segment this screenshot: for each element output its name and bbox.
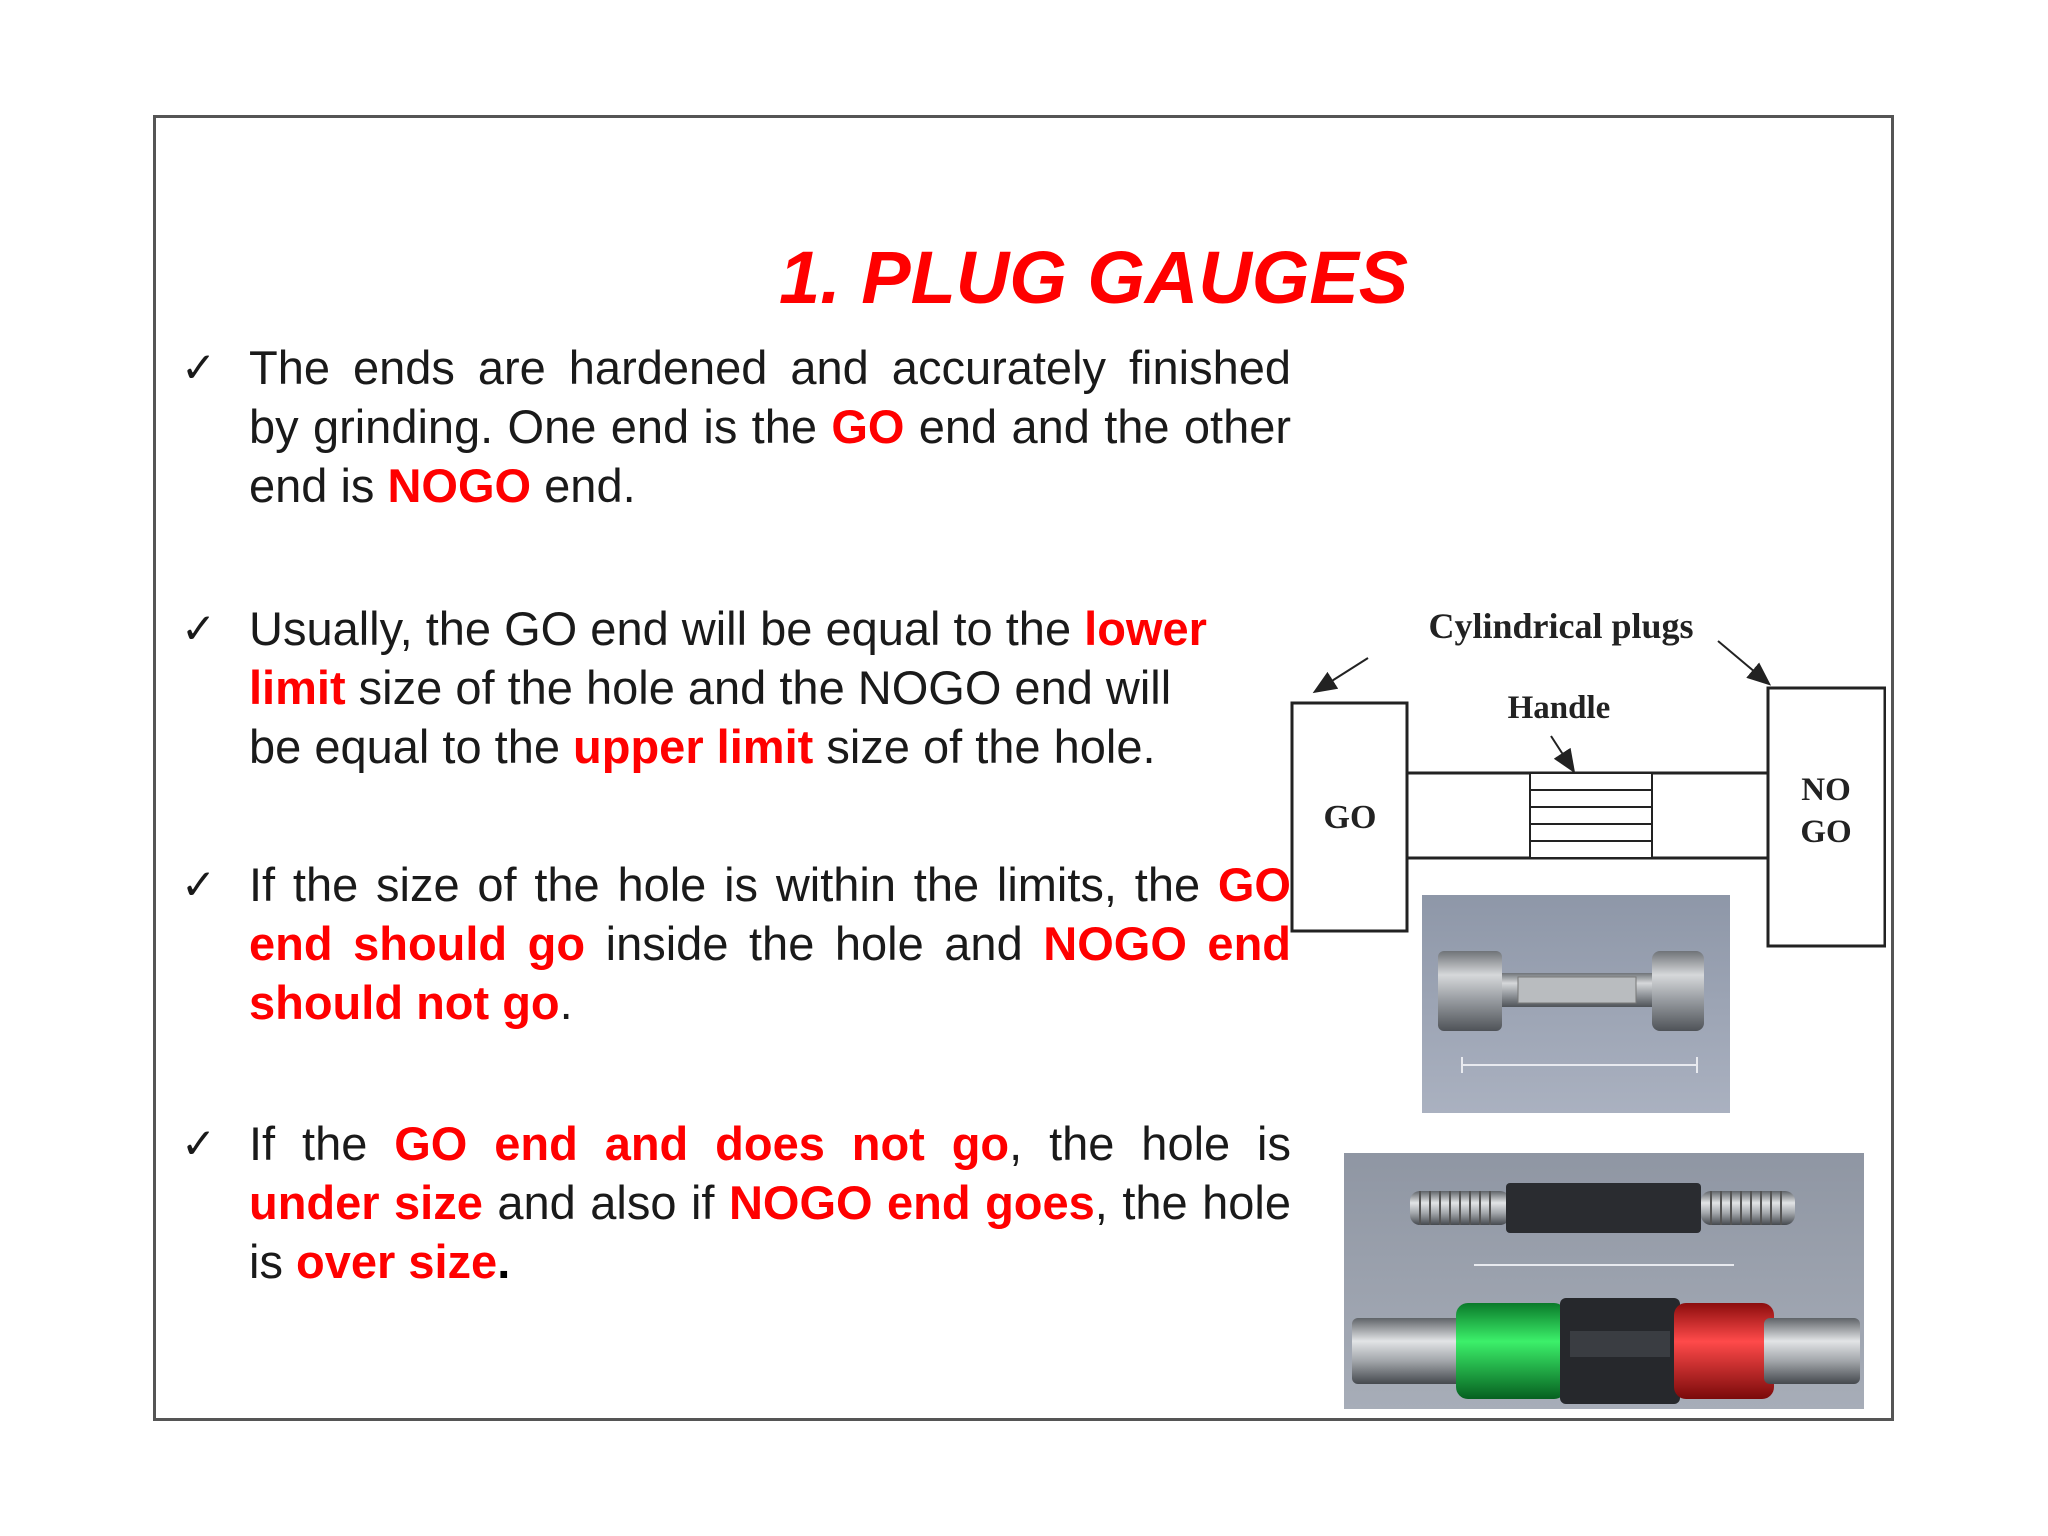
diagram-label-go: GO bbox=[1323, 799, 1377, 836]
body-text: end. bbox=[531, 459, 636, 512]
check-icon: ✓ bbox=[181, 1120, 217, 1167]
diagram-label-handle: Handle bbox=[1507, 690, 1611, 726]
highlight-text: NOGO end goes bbox=[728, 1176, 1095, 1229]
highlight-text: NOGO bbox=[387, 459, 532, 512]
diagram-label-cylindrical-plugs: Cylindrical plugs bbox=[1428, 606, 1694, 646]
diagram-label-nogo-go: GO bbox=[1800, 814, 1852, 850]
bullet-1-text bbox=[249, 338, 1291, 515]
slide-title: 1. PLUG GAUGES bbox=[778, 236, 1409, 319]
highlight-text: lower bbox=[1084, 602, 1207, 655]
handle-grip bbox=[1530, 773, 1652, 858]
body-text: inside the hole and bbox=[585, 917, 1044, 970]
bullet-4 bbox=[181, 1114, 1291, 1291]
period: . bbox=[497, 1235, 511, 1288]
plug-gauge-photo bbox=[1422, 895, 1730, 1113]
body-text: and also if bbox=[482, 1176, 729, 1229]
body-text: , the hole is bbox=[1009, 1117, 1291, 1170]
body-text: be equal to the bbox=[249, 720, 574, 773]
slide bbox=[153, 115, 1894, 1421]
highlight-text: upper limit bbox=[573, 720, 814, 773]
body-text: . bbox=[559, 976, 573, 1029]
check-icon: ✓ bbox=[181, 605, 217, 652]
diagram-label-no: NO bbox=[1801, 772, 1851, 808]
check-icon: ✓ bbox=[181, 861, 217, 908]
arrow-to-handle bbox=[1551, 736, 1573, 770]
body-text: size of the hole and the NOGO end will bbox=[345, 661, 1172, 714]
body-text: The ends are hardened and accurately finished by grinding. One end is the bbox=[249, 341, 1291, 453]
check-icon: ✓ bbox=[181, 344, 217, 391]
highlight-text: limit bbox=[249, 661, 346, 714]
highlight-text: GO bbox=[831, 400, 905, 453]
bullet-2 bbox=[181, 599, 1221, 776]
body-text: end and the other end is bbox=[249, 400, 1291, 512]
bullet-3 bbox=[181, 855, 1291, 1032]
bullet-4-text bbox=[249, 1114, 1291, 1291]
arrow-to-nogo bbox=[1718, 641, 1768, 683]
bullet-2-text bbox=[249, 599, 1221, 776]
body-text: If the size of the hole is within the limits, the bbox=[249, 858, 1218, 911]
arrow-to-go bbox=[1316, 658, 1368, 691]
bullet-line bbox=[249, 658, 1221, 717]
highlight-text: GO end and does not go bbox=[394, 1117, 1010, 1170]
plug-gauge-diagram bbox=[1286, 478, 1886, 958]
body-text: Usually, the GO end will be equal to the bbox=[249, 602, 1085, 655]
highlight-text: over size bbox=[296, 1235, 498, 1288]
highlight-text: NOGO end should not go bbox=[249, 917, 1291, 1029]
bullet-line bbox=[249, 599, 1221, 658]
highlight-text: GO end should go bbox=[249, 858, 1291, 970]
highlight-text: under size bbox=[249, 1176, 483, 1229]
bullet-1 bbox=[181, 338, 1291, 515]
bullet-3-text bbox=[249, 855, 1291, 1032]
thread-and-colored-gauge-photo bbox=[1344, 1153, 1864, 1409]
body-text: size of the hole. bbox=[813, 720, 1156, 773]
body-text: , the hole is bbox=[249, 1176, 1291, 1288]
bullet-line bbox=[249, 717, 1221, 776]
body-text: If the bbox=[249, 1117, 395, 1170]
